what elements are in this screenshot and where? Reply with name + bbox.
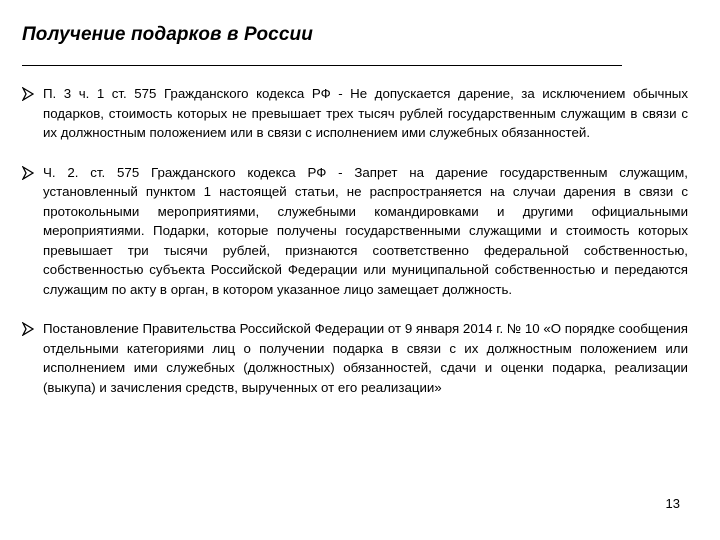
list-item	[22, 84, 688, 143]
page-number: 13	[665, 496, 680, 511]
arrowhead-bullet-icon	[22, 87, 34, 101]
list-item-text: Ч. 2. ст. 575 Гражданского кодекса РФ - Запрет на дарение государственным служащим, установленный пунктом 1 настоящей статьи, не распространяется на случаи дарения в связи с протокольными мероприятиями, служебными командировками и другими официальными мероприятиями. Подарки, которые получены государственными служащими и стоимость которых превышает три тысячи рублей, признаются соответственно федеральной собственностью, собственностью субъекта Российской Федерации или муниципальной собственностью и передаются служащим по акту в орган, в котором указанное лицо замещает должность.	[43, 164, 688, 297]
slide-title: Получение подарков в России	[22, 24, 313, 45]
arrowhead-bullet-icon	[22, 322, 34, 336]
title-divider	[22, 65, 622, 66]
list-item-text: Постановление Правительства Российской Федерации от 9 января 2014 г. № 10 «О порядке сообщения отдельными категориями лиц о получении подарка в связи с их должностным положением или исполнением ими служебных (должностных) обязанностей, сдачи и оценки подарка, реализации (выкупа) и зачисления средств, вырученных от его реализации»	[43, 321, 688, 395]
list-item-text: П. 3 ч. 1 ст. 575 Гражданского кодекса РФ - Не допускается дарение, за исключением обычных подарков, стоимость которых не превышает трех тысяч рублей государственным служащим в связи с их должностным положением или в связи с исполнением ими служебных обязанностей.	[43, 86, 688, 140]
bullet-list	[22, 84, 688, 397]
list-item	[22, 163, 688, 300]
arrowhead-bullet-icon	[22, 166, 34, 180]
list-item	[22, 319, 688, 397]
